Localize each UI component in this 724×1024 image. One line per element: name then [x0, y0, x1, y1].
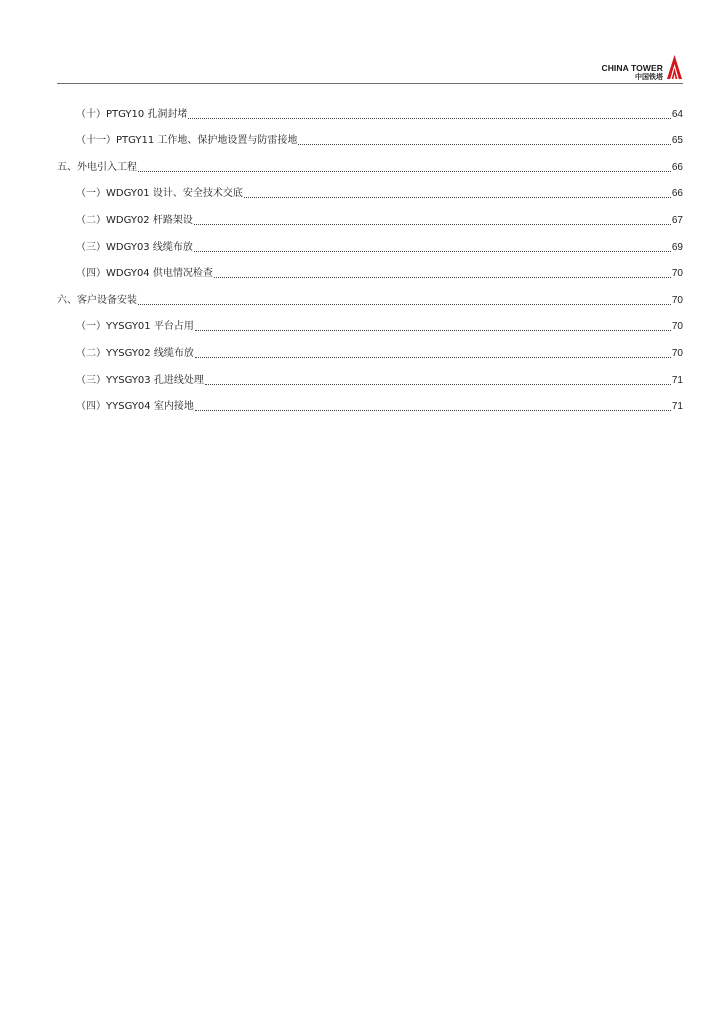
toc-page-number: 67	[671, 214, 683, 226]
toc-entry-number: （三）	[76, 374, 106, 386]
toc-entry[interactable]	[57, 334, 683, 361]
toc-dot-leader	[298, 144, 670, 145]
toc-entry-number: （十）	[76, 108, 106, 120]
toc-entry-number: 五、	[57, 161, 77, 173]
logo-text	[601, 64, 663, 81]
page-header	[57, 50, 683, 84]
header-divider	[57, 83, 683, 84]
toc-entry-title: PTGY11 工作地、保护地设置与防雷接地	[116, 135, 298, 147]
toc-page-number: 64	[671, 108, 683, 120]
toc-entry[interactable]	[57, 122, 683, 149]
toc-page-number: 69	[671, 241, 683, 253]
toc-entry-number: （四）	[76, 401, 106, 413]
toc-dot-leader	[214, 277, 671, 278]
toc-entry[interactable]	[57, 308, 683, 335]
toc-entry[interactable]	[57, 175, 683, 202]
toc-page-number: 71	[671, 374, 683, 386]
toc-entry[interactable]	[57, 255, 683, 282]
logo-english-name: CHINA TOWER	[601, 63, 663, 73]
toc-page-number: 70	[671, 268, 683, 280]
toc-entry-title: YYSGY03 孔进线处理	[106, 374, 204, 386]
toc-entry-number: （一）	[76, 188, 106, 200]
toc-entry-title: YYSGY04 室内接地	[106, 401, 194, 413]
toc-page-number: 66	[671, 161, 683, 173]
toc-page-number: 70	[671, 294, 683, 306]
toc-entry-number: （一）	[76, 321, 106, 333]
toc-dot-leader	[195, 357, 671, 358]
toc-entry-number: 六、	[57, 294, 77, 306]
toc-dot-leader	[195, 410, 671, 411]
toc-page-number: 71	[671, 401, 683, 413]
toc-entry[interactable]	[57, 95, 683, 122]
toc-entry-title: WDGY04 供电情况检查	[106, 268, 213, 280]
toc-entry-title: 外电引入工程	[77, 161, 137, 173]
toc-dot-leader	[194, 251, 671, 252]
toc-entry-title: 客户设备安装	[77, 294, 137, 306]
table-of-contents	[57, 95, 683, 414]
toc-dot-leader	[195, 330, 671, 331]
toc-dot-leader	[244, 197, 671, 198]
toc-entry-number: （四）	[76, 268, 106, 280]
toc-entry[interactable]	[57, 281, 683, 308]
toc-entry[interactable]	[57, 228, 683, 255]
toc-entry-title: WDGY02 杆路架设	[106, 214, 193, 226]
toc-dot-leader	[205, 384, 671, 385]
toc-entry-title: PTGY10 孔洞封堵	[106, 108, 188, 120]
toc-entry-title: WDGY03 线缆布放	[106, 241, 193, 253]
logo-chinese-name: 中国铁塔	[635, 73, 663, 81]
toc-dot-leader	[194, 224, 671, 225]
toc-entry-number: （二）	[76, 347, 106, 359]
tower-logo-icon	[666, 54, 683, 80]
china-tower-logo	[601, 54, 683, 80]
toc-entry-title: WDGY01 设计、安全技术交底	[106, 188, 243, 200]
toc-entry-number: （三）	[76, 241, 106, 253]
toc-entry-number: （十一）	[76, 135, 116, 147]
toc-dot-leader	[138, 304, 671, 305]
toc-entry-title: YYSGY02 线缆布放	[106, 347, 194, 359]
toc-page-number: 70	[671, 321, 683, 333]
toc-page-number: 66	[671, 188, 683, 200]
toc-page-number: 65	[671, 135, 683, 147]
toc-page-number: 70	[671, 347, 683, 359]
toc-entry[interactable]	[57, 201, 683, 228]
toc-dot-leader	[138, 171, 671, 172]
toc-entry-number: （二）	[76, 214, 106, 226]
toc-entry[interactable]	[57, 148, 683, 175]
toc-entry[interactable]	[57, 388, 683, 415]
toc-entry[interactable]	[57, 361, 683, 388]
toc-entry-title: YYSGY01 平台占用	[106, 321, 194, 333]
toc-dot-leader	[188, 118, 670, 119]
